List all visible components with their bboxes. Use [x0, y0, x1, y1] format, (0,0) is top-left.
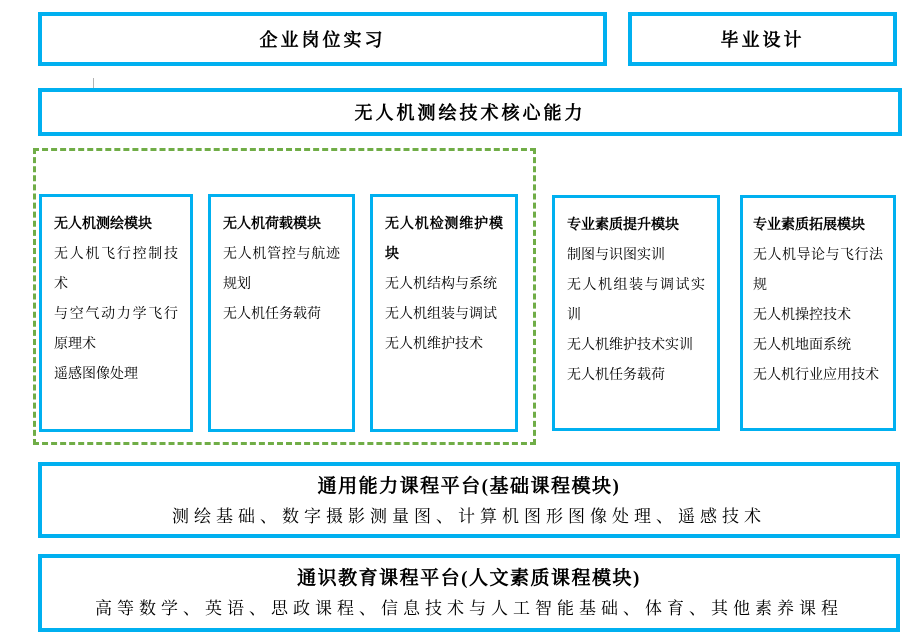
module-course: 无人机维护技术实训	[567, 338, 693, 353]
module-course: 无人机操控技术	[753, 308, 851, 323]
module-course: 无人机飞行控制技术	[54, 247, 178, 292]
platform-title: 通用能力课程平台(基础课程模块)	[317, 476, 621, 497]
module-title: 专业素质提升模块	[567, 218, 679, 233]
module-course: 与空气动力学飞行原理术	[54, 307, 178, 352]
platform-title: 通识教育课程平台(人文素质课程模块)	[297, 568, 641, 589]
core-ability-label: 无人机测绘技术核心能力	[354, 103, 586, 123]
module-course: 无人机导论与飞行法规	[753, 248, 883, 293]
module-title: 无人机检测维护模块	[385, 217, 503, 262]
module-title: 无人机荷载模块	[223, 217, 321, 232]
platform-courses: 测绘基础、数字摄影测量图、计算机图形图像处理、遥感技术	[172, 507, 766, 526]
platform-courses: 高等数学、英语、思政课程、信息技术与人工智能基础、体育、其他素养课程	[95, 599, 843, 618]
module-course: 制图与识图实训	[567, 248, 665, 263]
module-box-surveying	[39, 194, 193, 432]
module-title: 专业素质拓展模块	[753, 218, 865, 233]
core-ability-box	[38, 88, 902, 136]
module-course: 无人机组装与调试实训	[567, 278, 705, 323]
module-box-quality-expansion	[740, 195, 896, 431]
module-box-quality-improvement	[552, 195, 720, 431]
module-title: 无人机测绘模块	[54, 217, 152, 232]
module-course: 无人机组装与调试	[385, 307, 497, 322]
internship-box	[38, 12, 607, 66]
module-course: 无人机管控与航迹规划	[223, 247, 340, 292]
graduation-design-box	[628, 12, 897, 66]
module-box-payload	[208, 194, 355, 432]
module-course: 遥感图像处理	[54, 367, 138, 382]
platform-box-general-education	[38, 554, 900, 632]
module-course: 无人机地面系统	[753, 338, 851, 353]
module-course: 无人机行业应用技术	[753, 368, 879, 383]
internship-label: 企业岗位实习	[259, 30, 386, 50]
module-course: 无人机任务载荷	[223, 307, 321, 322]
platform-box-general-ability	[38, 462, 900, 538]
module-box-inspection-maintenance	[370, 194, 518, 432]
graduation-design-label: 毕业设计	[720, 30, 805, 50]
module-course: 无人机任务载荷	[567, 368, 665, 383]
module-course: 无人机维护技术	[385, 337, 483, 352]
module-course: 无人机结构与系统	[385, 277, 497, 292]
